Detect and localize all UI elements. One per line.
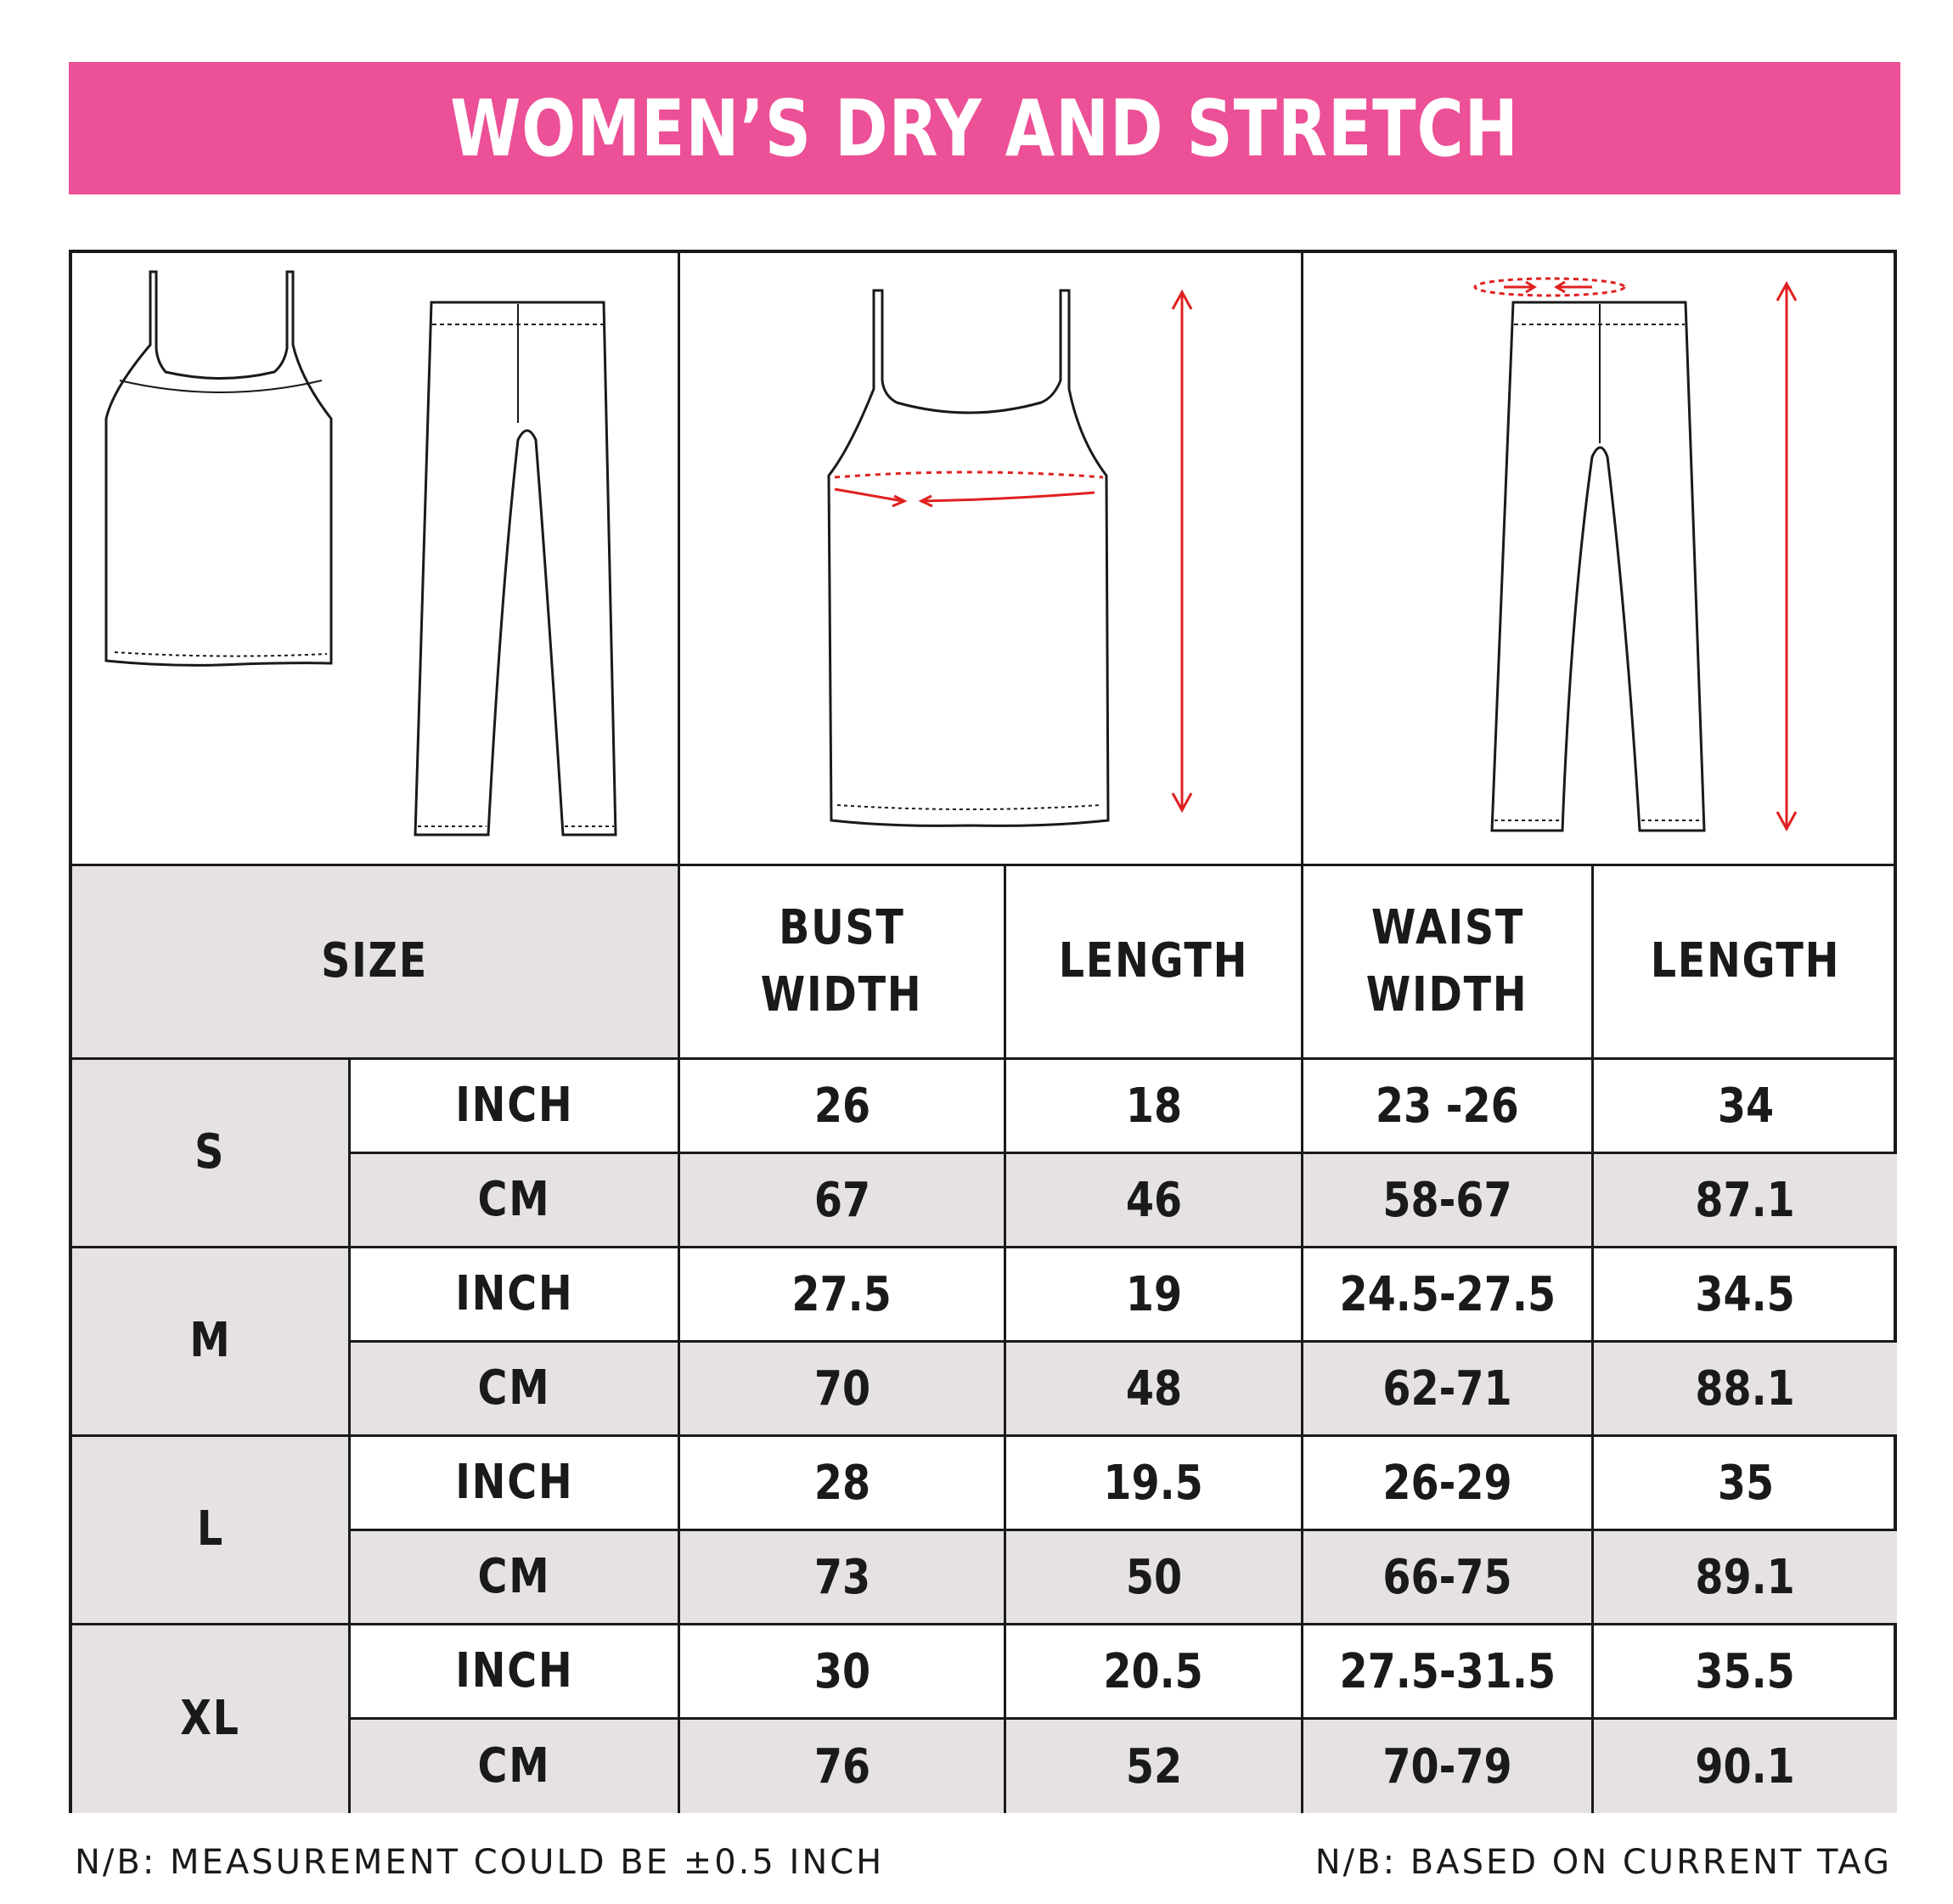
unit-label: CM [477,1548,551,1604]
footnote-tolerance: N/B: MEASUREMENT COULD BE ±0.5 INCH [75,1843,885,1882]
bust-value: 73 [813,1549,870,1605]
header-top-length-label: LENGTH [1058,933,1249,989]
waist-value: 62-71 [1382,1360,1512,1417]
header-bust-width [680,866,1006,1060]
bust-cell [680,1248,1006,1343]
top-measurement-diagram [680,253,1301,864]
pant-measurement-diagram [1303,253,1897,864]
header-pant-length [1594,866,1897,1060]
pant-length-value: 87.1 [1695,1172,1796,1228]
length-cell [1006,1248,1303,1343]
pant-length-value: 89.1 [1695,1549,1796,1605]
waist-value: 23 -26 [1376,1078,1519,1134]
unit-label: INCH [454,1265,574,1321]
unit-cell [351,1437,680,1531]
bust-value: 76 [813,1738,870,1794]
header-waist-width [1303,866,1594,1060]
garment-overview [72,253,678,864]
waist-cell [1303,1343,1594,1437]
waist-value: 26-29 [1382,1455,1512,1511]
length-cell [1006,1531,1303,1625]
unit-cell [351,1531,680,1625]
length-value: 48 [1125,1360,1182,1417]
bust-value: 26 [813,1078,870,1134]
header-top-length [1006,866,1303,1060]
unit-cell [351,1060,680,1154]
pant-length-cell [1594,1720,1897,1813]
length-value: 50 [1125,1549,1182,1605]
waist-cell [1303,1154,1594,1248]
bust-cell [680,1060,1006,1154]
bust-cell [680,1154,1006,1248]
length-cell [1006,1437,1303,1531]
size-label: M [189,1313,232,1369]
unit-label: CM [477,1171,551,1227]
length-cell [1006,1625,1303,1720]
waist-value: 24.5-27.5 [1339,1266,1556,1322]
unit-label: INCH [454,1454,574,1510]
garment-overview-cell [72,253,680,866]
size-cell-xl [72,1625,351,1813]
bust-value: 28 [813,1455,870,1511]
pant-length-value: 88.1 [1695,1360,1796,1417]
camisole-measure-icon [680,253,1301,864]
top-measurement-cell [680,253,1303,866]
pant-length-value: 90.1 [1695,1738,1796,1794]
pant-length-cell [1594,1248,1897,1343]
header-waist-label: WAIST [1370,900,1524,956]
size-label: S [194,1124,226,1180]
unit-cell [351,1720,680,1813]
waist-cell [1303,1248,1594,1343]
waist-value: 70-79 [1382,1738,1512,1794]
header-waist-label-2: WIDTH [1366,966,1528,1022]
waist-cell [1303,1720,1594,1813]
size-cell-m [72,1248,351,1437]
bust-value: 27.5 [791,1266,892,1322]
header-size-label: SIZE [321,933,429,989]
unit-label: CM [477,1738,551,1794]
size-chart [69,250,1897,1813]
waist-value: 58-67 [1382,1172,1512,1228]
pant-length-cell [1594,1437,1897,1531]
leggings-measure-icon [1303,253,1897,864]
header-bust-label-2: WIDTH [761,966,923,1022]
pant-length-value: 34 [1717,1078,1774,1134]
waist-cell [1303,1531,1594,1625]
waist-cell [1303,1437,1594,1531]
unit-cell [351,1343,680,1437]
bust-value: 30 [813,1643,870,1699]
pant-length-cell [1594,1625,1897,1720]
waist-cell [1303,1625,1594,1720]
length-value: 52 [1125,1738,1182,1794]
bust-cell [680,1437,1006,1531]
pant-length-cell [1594,1154,1897,1248]
footnote-tag: N/B: BASED ON CURRENT TAG [1314,1843,1892,1882]
pant-length-value: 35.5 [1695,1643,1796,1699]
unit-cell [351,1154,680,1248]
length-cell [1006,1154,1303,1248]
length-value: 19 [1125,1266,1182,1322]
bust-cell [680,1343,1006,1437]
header-bust-label: BUST [779,900,905,956]
unit-cell [351,1248,680,1343]
title-banner [69,62,1900,194]
unit-label: INCH [454,1642,574,1698]
bust-cell [680,1531,1006,1625]
camisole-and-leggings-icon [72,253,678,864]
unit-cell [351,1625,680,1720]
page-title: WOMEN’S DRY AND STRETCH [450,82,1519,174]
pant-length-cell [1594,1343,1897,1437]
length-cell [1006,1060,1303,1154]
size-cell-s [72,1060,351,1248]
pant-length-cell [1594,1060,1897,1154]
header-pant-length-label: LENGTH [1650,933,1841,989]
bust-value: 70 [813,1360,870,1417]
length-cell [1006,1720,1303,1813]
unit-label: INCH [454,1077,574,1133]
waist-cell [1303,1060,1594,1154]
length-value: 20.5 [1103,1643,1204,1699]
waist-value: 27.5-31.5 [1339,1643,1556,1699]
unit-label: CM [477,1360,551,1416]
bust-cell [680,1720,1006,1813]
bust-value: 67 [813,1172,870,1228]
pant-length-value: 34.5 [1695,1266,1796,1322]
pant-length-cell [1594,1531,1897,1625]
length-value: 18 [1125,1078,1182,1134]
header-size [72,866,680,1060]
pant-measurement-cell [1303,253,1897,866]
size-label: XL [180,1691,240,1747]
waist-value: 66-75 [1382,1549,1512,1605]
bust-cell [680,1625,1006,1720]
size-label: L [196,1501,224,1558]
length-value: 46 [1125,1172,1182,1228]
size-cell-l [72,1437,351,1625]
length-cell [1006,1343,1303,1437]
pant-length-value: 35 [1717,1455,1774,1511]
length-value: 19.5 [1103,1455,1204,1511]
